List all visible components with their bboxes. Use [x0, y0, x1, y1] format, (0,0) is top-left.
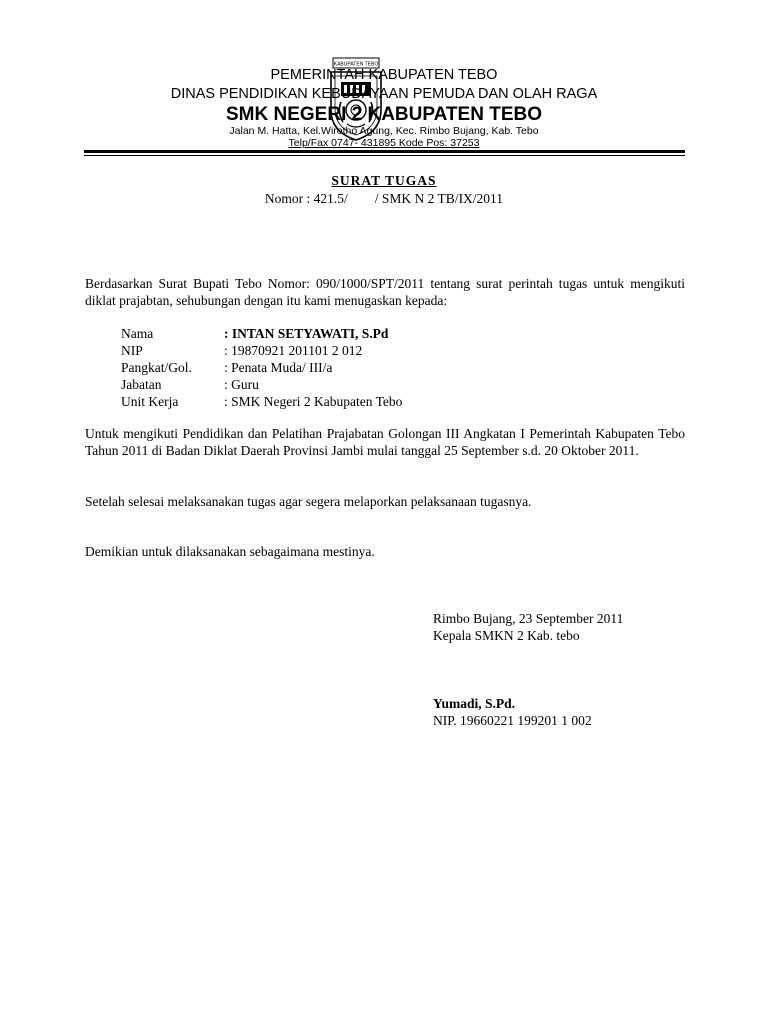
letterhead-department: DINAS PENDIDIKAN KEBUDAYAAN PEMUDA DAN OLAH RAGA [170, 86, 598, 102]
detail-label: Pangkat/Gol. [121, 360, 192, 375]
detail-label: Unit Kerja [121, 394, 179, 409]
signatory-name: Yumadi, S.Pd. [433, 696, 516, 711]
detail-row-position [121, 376, 621, 393]
detail-label: Nama [121, 326, 154, 341]
document-title: SURAT TUGAS [331, 173, 437, 188]
detail-value: : Penata Muda/ III/a [224, 360, 333, 375]
letterhead-school-name: SMK NEGERI 2 KABUPATEN TEBO [226, 104, 542, 125]
signature-position: Kepala SMKN 2 Kab. tebo [433, 628, 580, 643]
detail-label: NIP [121, 343, 143, 358]
emblem-banner-text: KABUPATEN TEBO [333, 61, 379, 68]
signatory-nip: NIP. 19660221 199201 1 002 [433, 713, 592, 728]
detail-value: : SMK Negeri 2 Kabupaten Tebo [224, 394, 403, 409]
detail-value: : INTAN SETYAWATI, S.Pd [224, 326, 389, 341]
letterhead-divider-thin [84, 155, 685, 156]
detail-label: Jabatan [121, 377, 162, 392]
detail-row-unit [121, 393, 621, 410]
report-paragraph: Setelah selesai melaksanakan tugas agar segera melaporkan pelaksanaan tugasnya. [85, 494, 532, 509]
letterhead-address: Jalan M. Hatta, Kel.Wirotho Agung, Kec. Rimbo Bujang, Kab. Tebo [229, 125, 539, 137]
signature-place-date: Rimbo Bujang, 23 September 2011 [433, 611, 624, 626]
detail-row-name [121, 325, 621, 342]
detail-value: : Guru [224, 377, 259, 392]
document-number: Nomor : 421.5/ / SMK N 2 TB/IX/2011 [264, 191, 504, 206]
letterhead-government: PEMERINTAH KABUPATEN TEBO [270, 67, 498, 83]
closing-paragraph: Demikian untuk dilaksanakan sebagaimana mestinya. [85, 544, 375, 559]
purpose-paragraph: Untuk mengikuti Pendidikan dan Pelatihan Prajabatan Golongan III Angkatan I Pemerintah Kabupaten Tebo Tahun 2011 di Badan Diklat Daerah Provinsi Jambi mulai tanggal 25 September s.d. 20 Oktober 2011. [85, 426, 685, 458]
detail-value: : 19870921 201101 2 012 [224, 343, 363, 358]
intro-paragraph: Berdasarkan Surat Bupati Tebo Nomor: 090/1000/SPT/2011 tentang surat perintah tugas untuk mengikuti diklat prajabtan, sehubungan dengan itu kami menugaskan kepada: [85, 276, 685, 308]
detail-row-nip [121, 342, 621, 359]
letterhead-divider-thick [84, 150, 685, 153]
detail-row-rank [121, 359, 621, 376]
letterhead-contact: Telp/Fax 0747- 431895 Kode Pos: 37253 [288, 137, 480, 149]
